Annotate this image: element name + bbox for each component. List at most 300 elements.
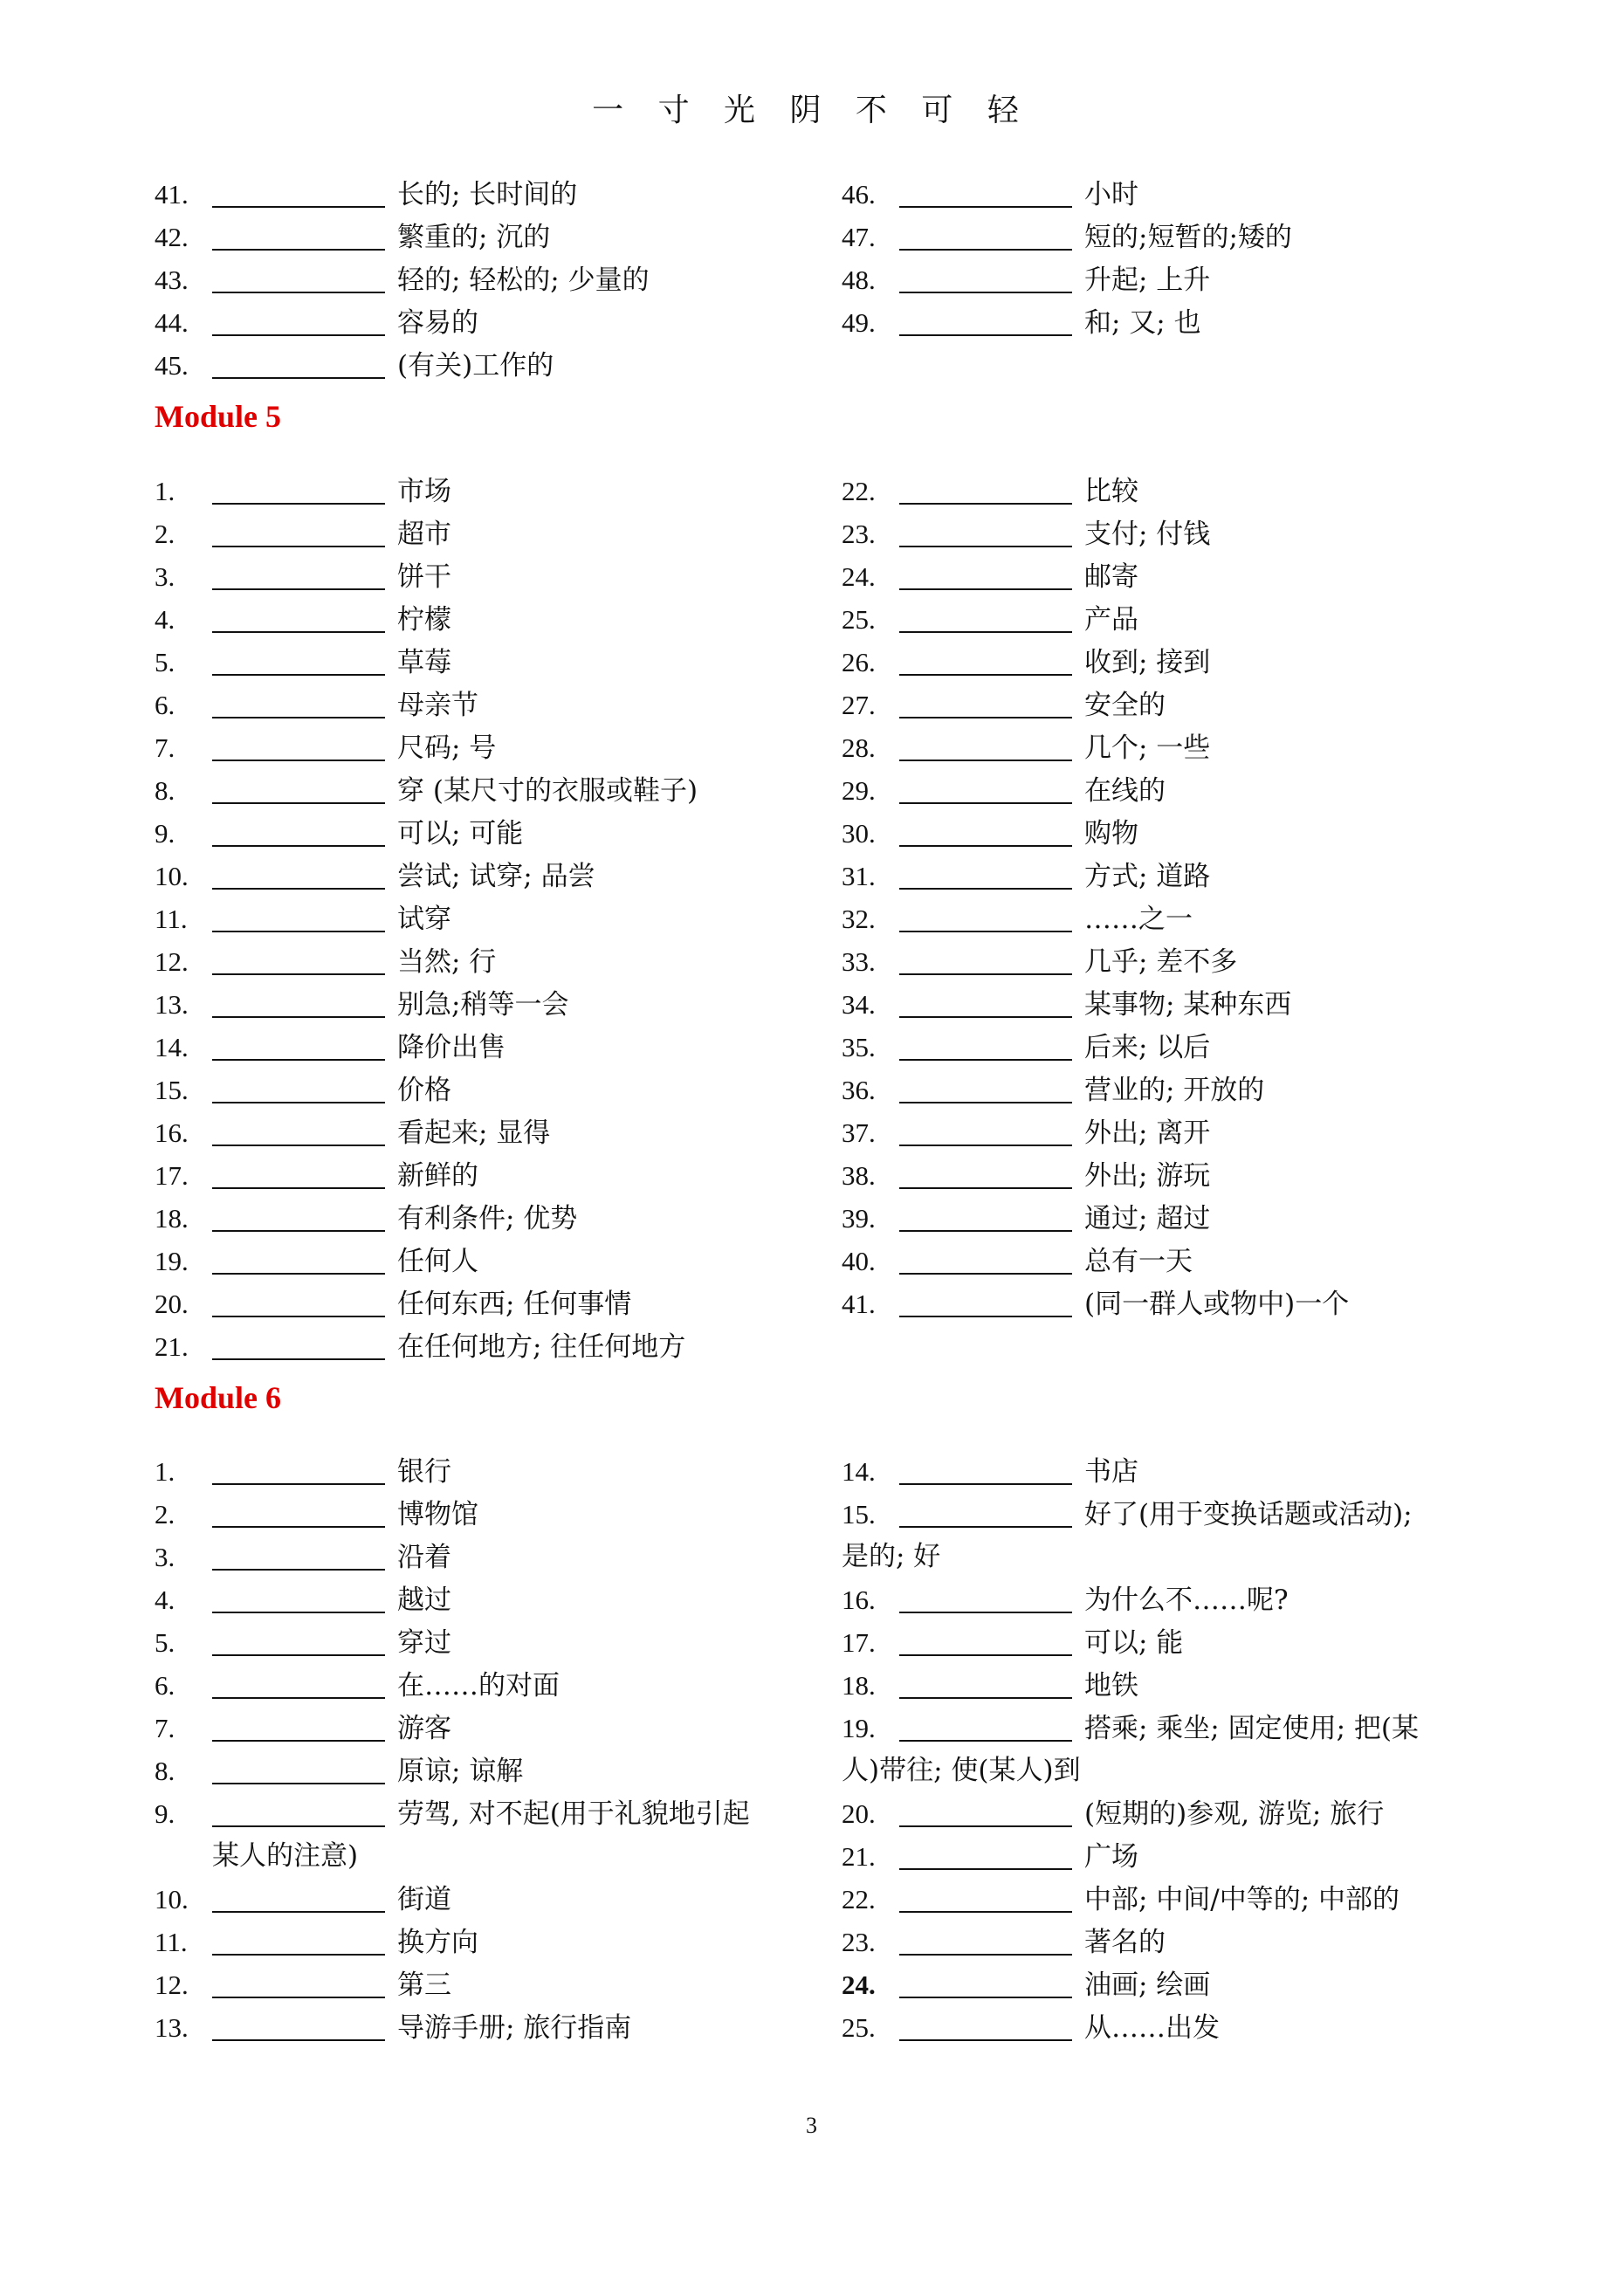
vocab-item bbox=[155, 1325, 818, 1368]
answer-blank[interactable] bbox=[212, 1714, 385, 1742]
vocab-item bbox=[155, 470, 818, 512]
item-number: 14. bbox=[155, 1032, 189, 1062]
vocab-item bbox=[842, 1963, 1470, 2006]
answer-blank[interactable] bbox=[212, 308, 385, 336]
vocab-item bbox=[155, 1792, 818, 1835]
item-number: 4. bbox=[155, 604, 175, 635]
item-meaning: 方式; 道路 bbox=[1084, 861, 1211, 892]
item-number: 6. bbox=[155, 1670, 175, 1701]
item-number: 22. bbox=[842, 476, 876, 506]
vocab-item bbox=[155, 1707, 818, 1749]
item-meaning: 尺码; 号 bbox=[397, 732, 497, 764]
vocab-item bbox=[842, 301, 1470, 344]
vocab-item bbox=[155, 512, 818, 555]
answer-blank[interactable] bbox=[899, 1076, 1072, 1103]
item-number: 7. bbox=[155, 732, 175, 763]
answer-blank[interactable] bbox=[212, 1204, 385, 1232]
vocab-item bbox=[155, 1154, 818, 1197]
item-meaning: 价格 bbox=[397, 1075, 451, 1106]
item-number: 11. bbox=[155, 904, 188, 934]
item-number: 8. bbox=[155, 775, 175, 806]
answer-blank[interactable] bbox=[212, 180, 385, 208]
item-meaning: 长的; 长时间的 bbox=[397, 179, 578, 210]
vocab-item bbox=[842, 1835, 1470, 1878]
item-number: 19. bbox=[842, 1713, 876, 1743]
item-number: 16. bbox=[842, 1585, 876, 1615]
item-meaning: 柠檬 bbox=[397, 604, 451, 636]
vocab-item bbox=[842, 216, 1470, 258]
vocab-item bbox=[155, 1450, 818, 1493]
answer-blank[interactable] bbox=[899, 947, 1072, 975]
item-number: 3. bbox=[155, 1542, 175, 1572]
answer-blank[interactable] bbox=[212, 1885, 385, 1913]
item-meaning: 沿着 bbox=[397, 1542, 451, 1573]
vocab-item bbox=[155, 812, 818, 855]
item-number: 11. bbox=[155, 1927, 188, 1957]
answer-blank[interactable] bbox=[212, 1161, 385, 1189]
vocab-item bbox=[155, 1536, 818, 1578]
item-number: 1. bbox=[155, 1456, 175, 1487]
item-number: 39. bbox=[842, 1203, 876, 1234]
vocab-item bbox=[842, 812, 1470, 855]
item-meaning: 书店 bbox=[1084, 1456, 1138, 1488]
item-number: 27. bbox=[842, 690, 876, 720]
answer-blank[interactable] bbox=[899, 990, 1072, 1018]
answer-blank[interactable] bbox=[212, 2013, 385, 2041]
item-number: 12. bbox=[155, 946, 189, 977]
answer-blank[interactable] bbox=[212, 1332, 385, 1360]
answer-blank[interactable] bbox=[212, 1928, 385, 1956]
answer-blank[interactable] bbox=[899, 776, 1072, 804]
item-meaning: 在……的对面 bbox=[397, 1670, 560, 1701]
vocab-column-right bbox=[842, 470, 1470, 1325]
item-meaning: 收到; 接到 bbox=[1084, 647, 1211, 678]
item-number: 44. bbox=[155, 307, 189, 338]
item-meaning: 穿过 bbox=[397, 1627, 451, 1659]
item-number: 19. bbox=[155, 1246, 189, 1276]
answer-blank[interactable] bbox=[899, 1161, 1072, 1189]
vocab-item bbox=[842, 1878, 1470, 1921]
item-meaning: 中部; 中间/中等的; 中部的 bbox=[1084, 1884, 1400, 1915]
answer-blank[interactable] bbox=[212, 862, 385, 890]
item-number: 36. bbox=[842, 1075, 876, 1105]
item-number: 6. bbox=[155, 690, 175, 720]
item-meaning: 广场 bbox=[1084, 1841, 1138, 1873]
item-number: 17. bbox=[842, 1627, 876, 1658]
answer-blank[interactable] bbox=[899, 477, 1072, 505]
item-number: 10. bbox=[155, 861, 189, 891]
answer-blank[interactable] bbox=[212, 1671, 385, 1699]
answer-blank[interactable] bbox=[899, 605, 1072, 633]
item-meaning-continued: 人)带往; 使(某人)到 bbox=[842, 1755, 1081, 1786]
item-number: 49. bbox=[842, 307, 876, 338]
item-meaning: 短的;短暂的;矮的 bbox=[1084, 222, 1292, 253]
item-number: 23. bbox=[842, 1927, 876, 1957]
item-meaning: 看起来; 显得 bbox=[397, 1117, 551, 1149]
answer-blank[interactable] bbox=[899, 1671, 1072, 1699]
answer-blank[interactable] bbox=[212, 691, 385, 718]
vocab-item bbox=[155, 983, 818, 1026]
item-number: 41. bbox=[842, 1289, 876, 1319]
answer-blank[interactable] bbox=[212, 733, 385, 761]
answer-blank[interactable] bbox=[212, 1543, 385, 1571]
vocab-item bbox=[842, 598, 1470, 641]
item-meaning: 任何东西; 任何事情 bbox=[397, 1289, 632, 1320]
vocab-item bbox=[155, 1578, 818, 1621]
answer-blank[interactable] bbox=[212, 1500, 385, 1528]
answer-blank[interactable] bbox=[899, 265, 1072, 293]
vocab-item bbox=[842, 1664, 1470, 1707]
answer-blank[interactable] bbox=[899, 1842, 1072, 1870]
answer-blank[interactable] bbox=[899, 1204, 1072, 1232]
vocab-item bbox=[842, 641, 1470, 684]
vocab-item bbox=[842, 1792, 1470, 1835]
item-meaning: 街道 bbox=[397, 1884, 451, 1915]
item-number: 24. bbox=[842, 561, 876, 592]
item-meaning: 超市 bbox=[397, 519, 451, 550]
item-number: 43. bbox=[155, 265, 189, 295]
item-meaning: 为什么不……呢? bbox=[1084, 1585, 1289, 1616]
vocab-item bbox=[842, 940, 1470, 983]
item-number: 25. bbox=[842, 604, 876, 635]
answer-blank[interactable] bbox=[212, 1628, 385, 1656]
item-meaning: 升起; 上升 bbox=[1084, 265, 1211, 296]
item-meaning: 购物 bbox=[1084, 818, 1138, 849]
answer-blank[interactable] bbox=[212, 1076, 385, 1103]
vocab-item bbox=[155, 1921, 818, 1963]
vocab-item bbox=[842, 173, 1470, 216]
vocab-item bbox=[155, 258, 818, 301]
item-number: 5. bbox=[155, 647, 175, 677]
answer-blank[interactable] bbox=[212, 1118, 385, 1146]
answer-blank[interactable] bbox=[899, 1928, 1072, 1956]
item-number: 13. bbox=[155, 2012, 189, 2043]
answer-blank[interactable] bbox=[899, 1714, 1072, 1742]
item-meaning: 试穿 bbox=[397, 904, 451, 935]
vocab-item bbox=[155, 1621, 818, 1664]
answer-blank[interactable] bbox=[899, 180, 1072, 208]
item-meaning: 博物馆 bbox=[397, 1499, 478, 1530]
item-meaning: 可以; 能 bbox=[1084, 1627, 1184, 1659]
answer-blank[interactable] bbox=[899, 1457, 1072, 1485]
answer-blank[interactable] bbox=[899, 1118, 1072, 1146]
answer-blank[interactable] bbox=[212, 562, 385, 590]
answer-blank[interactable] bbox=[899, 691, 1072, 718]
answer-blank[interactable] bbox=[212, 1457, 385, 1485]
answer-blank[interactable] bbox=[212, 1799, 385, 1827]
item-meaning: 和; 又; 也 bbox=[1084, 307, 1201, 339]
item-meaning: 游客 bbox=[397, 1713, 451, 1744]
item-meaning: 比较 bbox=[1084, 476, 1138, 507]
answer-blank[interactable] bbox=[899, 1628, 1072, 1656]
item-meaning: 银行 bbox=[397, 1456, 451, 1488]
vocab-item bbox=[842, 1921, 1470, 1963]
item-meaning: 越过 bbox=[397, 1585, 451, 1616]
item-meaning: 别急;稍等一会 bbox=[397, 989, 569, 1021]
item-number: 16. bbox=[155, 1117, 189, 1148]
item-number: 42. bbox=[155, 222, 189, 252]
item-meaning: 外出; 离开 bbox=[1084, 1117, 1211, 1149]
vocab-item bbox=[842, 897, 1470, 940]
module-6-heading: Module 6 bbox=[155, 1380, 282, 1415]
item-number: 9. bbox=[155, 818, 175, 849]
vocab-item bbox=[155, 1111, 818, 1154]
item-number: 47. bbox=[842, 222, 876, 252]
item-meaning: 母亲节 bbox=[397, 690, 478, 721]
vocab-item bbox=[842, 726, 1470, 769]
answer-blank[interactable] bbox=[212, 648, 385, 676]
item-number: 15. bbox=[842, 1499, 876, 1530]
item-meaning: 可以; 可能 bbox=[397, 818, 524, 849]
answer-blank[interactable] bbox=[212, 819, 385, 847]
item-meaning: 导游手册; 旅行指南 bbox=[397, 2012, 632, 2044]
answer-blank[interactable] bbox=[899, 648, 1072, 676]
answer-blank[interactable] bbox=[212, 1033, 385, 1061]
vocab-item bbox=[155, 641, 818, 684]
vocab-item bbox=[155, 1664, 818, 1707]
item-meaning-continued: 某人的注意) bbox=[212, 1840, 359, 1872]
item-number: 20. bbox=[155, 1289, 189, 1319]
answer-blank[interactable] bbox=[212, 904, 385, 932]
item-meaning: 有利条件; 优势 bbox=[397, 1203, 578, 1234]
answer-blank[interactable] bbox=[212, 990, 385, 1018]
item-meaning: 饼干 bbox=[397, 561, 451, 593]
answer-blank[interactable] bbox=[212, 605, 385, 633]
vocab-item bbox=[155, 1240, 818, 1282]
vocab-column-left bbox=[155, 1450, 818, 2049]
answer-blank[interactable] bbox=[212, 223, 385, 251]
vocab-item bbox=[842, 1240, 1470, 1282]
item-number: 23. bbox=[842, 519, 876, 549]
item-meaning: 在线的 bbox=[1084, 775, 1166, 807]
item-meaning: 地铁 bbox=[1084, 1670, 1138, 1701]
item-number: 29. bbox=[842, 775, 876, 806]
item-meaning: 换方向 bbox=[397, 1927, 478, 1958]
vocab-item bbox=[842, 1578, 1470, 1621]
item-meaning: 营业的; 开放的 bbox=[1084, 1075, 1265, 1106]
item-number: 32. bbox=[842, 904, 876, 934]
item-meaning: 支付; 付钱 bbox=[1084, 519, 1211, 550]
item-meaning: 某事物; 某种东西 bbox=[1084, 989, 1292, 1021]
item-number: 2. bbox=[155, 519, 175, 549]
answer-blank[interactable] bbox=[212, 265, 385, 293]
answer-blank[interactable] bbox=[899, 1289, 1072, 1317]
answer-blank[interactable] bbox=[899, 1585, 1072, 1613]
vocab-item bbox=[155, 726, 818, 769]
item-number: 40. bbox=[842, 1246, 876, 1276]
answer-blank[interactable] bbox=[899, 819, 1072, 847]
item-meaning: 市场 bbox=[397, 476, 451, 507]
vocab-item bbox=[842, 2006, 1470, 2049]
answer-blank[interactable] bbox=[212, 477, 385, 505]
item-number: 15. bbox=[155, 1075, 189, 1105]
vocab-item bbox=[155, 1749, 818, 1792]
answer-blank[interactable] bbox=[212, 776, 385, 804]
item-number: 10. bbox=[155, 1884, 189, 1914]
item-number: 5. bbox=[155, 1627, 175, 1658]
item-number: 48. bbox=[842, 265, 876, 295]
vocab-item bbox=[842, 1069, 1470, 1111]
item-number: 8. bbox=[155, 1756, 175, 1786]
item-meaning: 总有一天 bbox=[1084, 1246, 1193, 1277]
answer-blank[interactable] bbox=[899, 904, 1072, 932]
item-number: 35. bbox=[842, 1032, 876, 1062]
vocab-item bbox=[155, 684, 818, 726]
item-meaning: 著名的 bbox=[1084, 1927, 1166, 1958]
item-meaning: 新鲜的 bbox=[397, 1160, 478, 1192]
item-number: 28. bbox=[842, 732, 876, 763]
answer-blank[interactable] bbox=[899, 733, 1072, 761]
item-meaning: 通过; 超过 bbox=[1084, 1203, 1211, 1234]
vocab-item bbox=[155, 598, 818, 641]
vocab-item bbox=[842, 1154, 1470, 1197]
item-number: 3. bbox=[155, 561, 175, 592]
item-number: 21. bbox=[155, 1331, 189, 1362]
answer-blank[interactable] bbox=[212, 1970, 385, 1998]
item-meaning: 轻的; 轻松的; 少量的 bbox=[397, 265, 650, 296]
answer-blank[interactable] bbox=[212, 1247, 385, 1275]
item-number: 18. bbox=[155, 1203, 189, 1234]
vocab-item bbox=[842, 258, 1470, 301]
item-number: 12. bbox=[155, 1969, 189, 2000]
item-meaning: 穿 (某尺寸的衣服或鞋子) bbox=[397, 775, 698, 807]
item-meaning: 尝试; 试穿; 品尝 bbox=[397, 861, 595, 892]
vocab-item bbox=[155, 855, 818, 897]
answer-blank[interactable] bbox=[212, 351, 385, 379]
item-meaning-continued: 是的; 好 bbox=[842, 1541, 941, 1572]
item-meaning: (短期的)参观, 游览; 旅行 bbox=[1084, 1798, 1385, 1830]
item-number: 46. bbox=[842, 179, 876, 210]
page-header: 一 寸 光 阴 不 可 轻 bbox=[592, 93, 1031, 128]
vocab-item bbox=[155, 301, 818, 344]
vocab-item bbox=[842, 769, 1470, 812]
answer-blank[interactable] bbox=[899, 1885, 1072, 1913]
answer-blank[interactable] bbox=[899, 562, 1072, 590]
vocab-item bbox=[155, 769, 818, 812]
item-meaning: 几乎; 差不多 bbox=[1084, 946, 1238, 978]
item-number: 9. bbox=[155, 1798, 175, 1829]
item-meaning: 邮寄 bbox=[1084, 561, 1138, 593]
item-meaning: 在任何地方; 往任何地方 bbox=[397, 1331, 686, 1363]
answer-blank[interactable] bbox=[899, 1500, 1072, 1528]
item-meaning: 几个; 一些 bbox=[1084, 732, 1211, 764]
vocab-item bbox=[842, 470, 1470, 512]
item-number: 31. bbox=[842, 861, 876, 891]
item-meaning: 小时 bbox=[1084, 179, 1138, 210]
vocab-item bbox=[155, 1026, 818, 1069]
item-meaning: 安全的 bbox=[1084, 690, 1166, 721]
vocab-item bbox=[155, 216, 818, 258]
answer-blank[interactable] bbox=[899, 1799, 1072, 1827]
item-number: 24. bbox=[842, 1969, 876, 2000]
vocab-item bbox=[155, 555, 818, 598]
item-number: 17. bbox=[155, 1160, 189, 1191]
answer-blank[interactable] bbox=[899, 862, 1072, 890]
vocab-item bbox=[842, 555, 1470, 598]
item-meaning: 外出; 游玩 bbox=[1084, 1160, 1211, 1192]
answer-blank[interactable] bbox=[212, 1585, 385, 1613]
answer-blank[interactable] bbox=[899, 308, 1072, 336]
vocab-item bbox=[155, 1069, 818, 1111]
item-meaning: 油画; 绘画 bbox=[1084, 1969, 1211, 2001]
item-number: 14. bbox=[842, 1456, 876, 1487]
item-number: 45. bbox=[155, 350, 189, 381]
answer-blank[interactable] bbox=[212, 947, 385, 975]
vocab-item bbox=[155, 344, 818, 387]
answer-blank[interactable] bbox=[212, 519, 385, 547]
vocab-item bbox=[155, 897, 818, 940]
answer-blank[interactable] bbox=[899, 1247, 1072, 1275]
vocab-item bbox=[155, 2006, 818, 2049]
item-number: 30. bbox=[842, 818, 876, 849]
item-number: 18. bbox=[842, 1670, 876, 1701]
module-5-heading: Module 5 bbox=[155, 399, 282, 434]
item-meaning: ……之一 bbox=[1084, 904, 1193, 935]
answer-blank[interactable] bbox=[899, 1970, 1072, 1998]
vocab-column-right bbox=[842, 1450, 1470, 2049]
item-meaning: 搭乘; 乘坐; 固定使用; 把(某 bbox=[1084, 1713, 1419, 1744]
item-number: 33. bbox=[842, 946, 876, 977]
answer-blank[interactable] bbox=[899, 2013, 1072, 2041]
item-meaning: 原谅; 谅解 bbox=[397, 1756, 524, 1787]
item-number: 22. bbox=[842, 1884, 876, 1914]
vocab-column-left bbox=[155, 470, 818, 1368]
vocab-item bbox=[842, 1197, 1470, 1240]
vocab-item bbox=[842, 684, 1470, 726]
item-number: 38. bbox=[842, 1160, 876, 1191]
item-meaning: 第三 bbox=[397, 1969, 451, 2001]
item-meaning: 任何人 bbox=[397, 1246, 478, 1277]
vocab-item bbox=[842, 1707, 1470, 1749]
answer-blank[interactable] bbox=[899, 519, 1072, 547]
vocab-column-left bbox=[155, 173, 818, 387]
page-number: 3 bbox=[806, 2113, 817, 2138]
item-meaning: 劳驾, 对不起(用于礼貌地引起 bbox=[397, 1798, 750, 1830]
item-meaning: 产品 bbox=[1084, 604, 1138, 636]
item-meaning: 草莓 bbox=[397, 647, 451, 678]
item-number: 25. bbox=[842, 2012, 876, 2043]
item-meaning: 降价出售 bbox=[397, 1032, 505, 1063]
answer-blank[interactable] bbox=[212, 1756, 385, 1784]
vocab-item bbox=[842, 512, 1470, 555]
vocab-item bbox=[842, 1111, 1470, 1154]
answer-blank[interactable] bbox=[899, 1033, 1072, 1061]
vocab-item bbox=[155, 1963, 818, 2006]
item-meaning: 好了(用于变换话题或活动); bbox=[1084, 1499, 1413, 1530]
vocab-item bbox=[155, 1197, 818, 1240]
vocab-item bbox=[842, 855, 1470, 897]
vocab-item bbox=[155, 940, 818, 983]
vocab-item bbox=[842, 1026, 1470, 1069]
vocab-item bbox=[155, 1878, 818, 1921]
vocab-column-right bbox=[842, 173, 1470, 344]
item-number: 21. bbox=[842, 1841, 876, 1872]
item-number: 2. bbox=[155, 1499, 175, 1530]
item-number: 41. bbox=[155, 179, 189, 210]
item-number: 26. bbox=[842, 647, 876, 677]
item-meaning: 容易的 bbox=[397, 307, 478, 339]
answer-blank[interactable] bbox=[899, 223, 1072, 251]
item-number: 1. bbox=[155, 476, 175, 506]
item-meaning: 后来; 以后 bbox=[1084, 1032, 1211, 1063]
item-number: 20. bbox=[842, 1798, 876, 1829]
item-meaning: (有关)工作的 bbox=[397, 350, 554, 382]
answer-blank[interactable] bbox=[212, 1289, 385, 1317]
vocab-item bbox=[155, 173, 818, 216]
item-meaning: 从……出发 bbox=[1084, 2012, 1220, 2044]
vocab-item bbox=[155, 1282, 818, 1325]
item-number: 34. bbox=[842, 989, 876, 1020]
